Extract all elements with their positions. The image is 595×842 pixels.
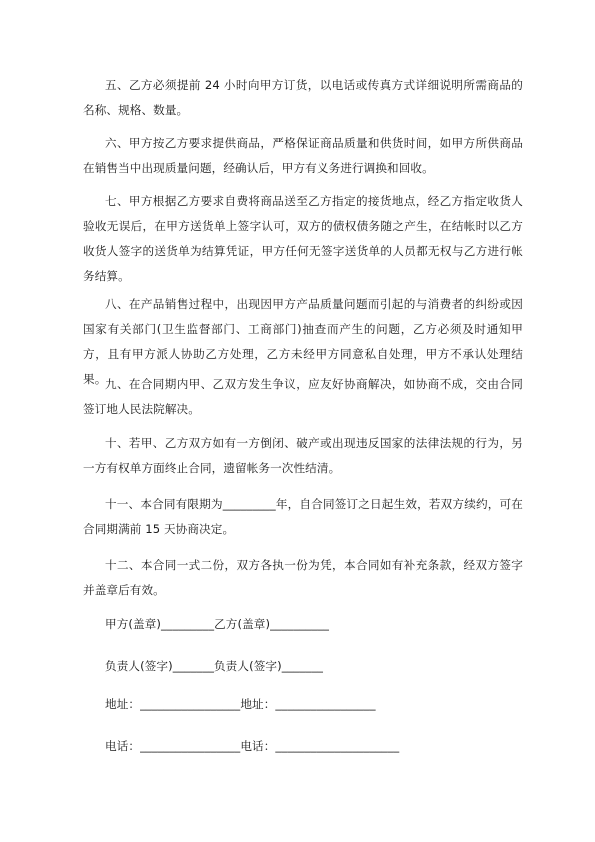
clause-8: 八、在产品销售过程中，出现因甲方产品质量问题而引起的与消费者的纠纷或因国家有关部门(卫生监督部门、工商部门)抽查而产生的问题，乙方必须及时通知甲方，且有甲方派人协助乙方处理，乙方未经甲方同意私自处理，甲方不承认处理结果。 <box>83 297 523 386</box>
clause-10: 十、若甲、乙方双方如有一方倒闭、破产或出现违反国家的法律法规的行为，另一方有权单方面终止合同，遗留帐务一次性结清。 <box>83 436 523 475</box>
signature-manager-line: 负责人(签字)_______负责人(签字)_______ <box>105 659 323 673</box>
signature-address-line: 地址：_________________地址：_________________ <box>105 697 376 711</box>
signature-phone-line: 电话：_________________电话：_____________________ <box>105 739 400 753</box>
clause-6: 六、甲方按乙方要求提供商品，严格保证商品质量和供货时间，如甲方所供商品在销售当中出现质量问题，经确认后，甲方有义务进行调换和回收。 <box>83 136 523 175</box>
clause-5: 五、乙方必须提前 24 小时向甲方订货，以电话或传真方式详细说明所需商品的名称、规格、数量。 <box>83 78 523 117</box>
clause-9: 九、在合同期内甲、乙双方发生争议，应友好协商解决，如协商不成，交由合同签订地人民法院解决。 <box>83 377 523 416</box>
clause-12: 十二、本合同一式二份，双方各执一份为凭，本合同如有补充条款，经双方签字并盖章后有效。 <box>83 558 523 597</box>
signature-seal-line: 甲方(盖章)_________乙方(盖章)__________ <box>105 617 330 631</box>
clause-11: 十一、本合同有限期为_________年，自合同签订之日起生效，若双方续约，可在合同期满前 15 天协商决定。 <box>83 497 523 536</box>
clause-7: 七、甲方根据乙方要求自费将商品送至乙方指定的接货地点，经乙方指定收货人验收无误后，在甲方送货单上签字认可，双方的债权债务随之产生，在结帐时以乙方收货人签字的送货单为结算凭证，甲方任何无签字送货单的人员都无权与乙方进行帐务结算。 <box>83 194 523 283</box>
